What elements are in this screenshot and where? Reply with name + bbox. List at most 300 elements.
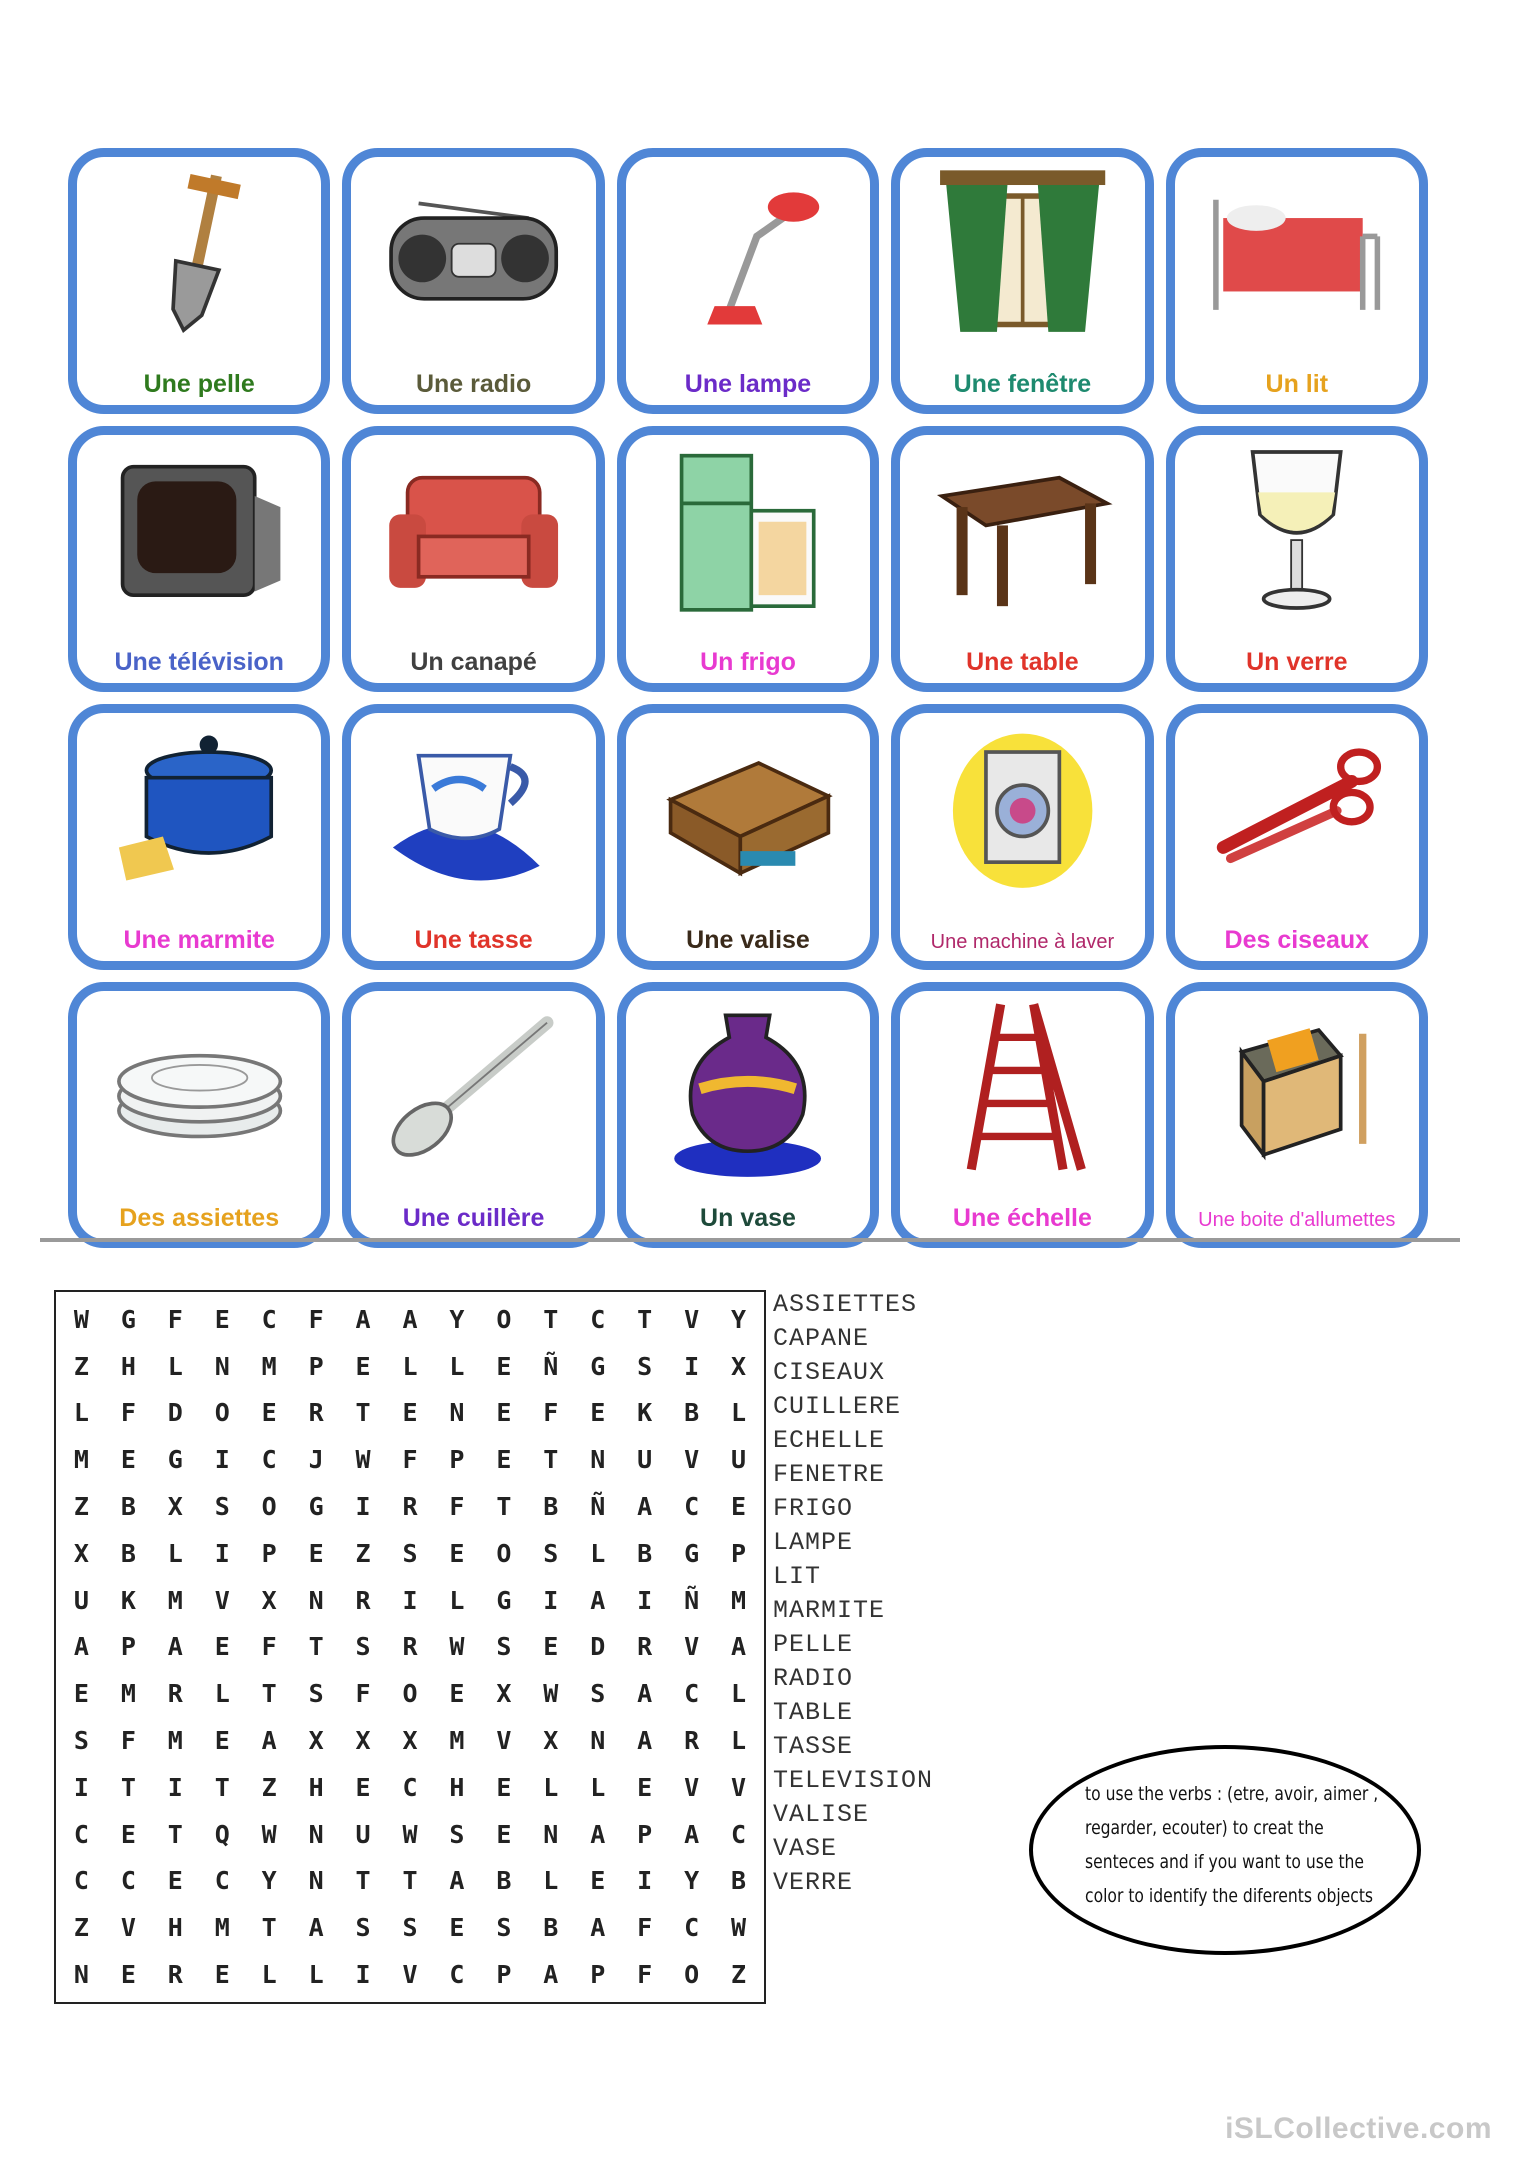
grid-letter: Y	[449, 1304, 465, 1334]
instruction-oval	[1029, 1745, 1421, 1955]
grid-letter: L	[261, 1960, 277, 1990]
grid-letter: C	[120, 1866, 136, 1896]
grid-letter: V	[496, 1726, 512, 1756]
grid-letter: F	[167, 1304, 183, 1334]
suitcase-icon	[645, 719, 850, 903]
grid-letter: M	[167, 1585, 183, 1615]
grid-letter: V	[120, 1913, 136, 1943]
flashcard	[617, 426, 879, 692]
bed-icon	[1194, 163, 1399, 347]
grid-letter: Z	[73, 1913, 89, 1943]
grid-letter: A	[590, 1585, 606, 1615]
grid-letter: E	[214, 1726, 230, 1756]
grid-letter: P	[496, 1960, 512, 1990]
grid-letter: E	[496, 1351, 512, 1381]
grid-letter: L	[449, 1351, 465, 1381]
grid-letter: E	[731, 1492, 747, 1522]
grid-letter: T	[543, 1445, 559, 1475]
grid-letter: C	[590, 1304, 606, 1334]
grid-letter: S	[449, 1819, 465, 1849]
word-list-item: LIT	[773, 1562, 822, 1591]
flashcard-label: Une radio	[415, 369, 532, 398]
grid-letter: E	[261, 1398, 277, 1428]
plates-icon	[97, 997, 302, 1181]
grid-letter: O	[684, 1960, 700, 1990]
grid-letter: T	[637, 1304, 653, 1334]
grid-letter: E	[214, 1632, 230, 1662]
flashcard-label: Un vase	[700, 1203, 796, 1232]
word-list-item: FENETRE	[773, 1460, 886, 1489]
grid-letter: L	[731, 1726, 747, 1756]
grid-letter: I	[355, 1492, 371, 1522]
glass-icon	[1194, 441, 1399, 625]
word-list-item: PELLE	[773, 1630, 854, 1659]
grid-letter: A	[449, 1866, 465, 1896]
grid-letter: L	[590, 1538, 606, 1568]
flashcard	[1166, 426, 1428, 692]
grid-letter: O	[496, 1304, 512, 1334]
flashcard	[891, 982, 1153, 1248]
flashcard-label: Une table	[966, 647, 1079, 676]
flashcard-grid	[68, 148, 1428, 1248]
grid-letter: O	[402, 1679, 418, 1709]
grid-letter: M	[731, 1585, 747, 1615]
word-list-item: VASE	[773, 1834, 838, 1863]
grid-letter: G	[496, 1585, 512, 1615]
flashcard-label: Un lit	[1265, 369, 1329, 398]
grid-letter: L	[731, 1398, 747, 1428]
grid-letter: A	[167, 1632, 183, 1662]
grid-letter: L	[167, 1351, 183, 1381]
grid-letter: E	[449, 1538, 465, 1568]
word-list-item: ECHELLE	[773, 1426, 886, 1455]
grid-letter: I	[543, 1585, 559, 1615]
grid-letter: T	[402, 1866, 418, 1896]
grid-letter: A	[308, 1913, 324, 1943]
word-list-item: VALISE	[773, 1800, 870, 1829]
grid-letter: B	[543, 1913, 559, 1943]
grid-letter: L	[731, 1679, 747, 1709]
grid-letter: N	[308, 1585, 324, 1615]
grid-letter: T	[355, 1398, 371, 1428]
grid-letter: O	[261, 1492, 277, 1522]
grid-letter: I	[73, 1772, 89, 1802]
section-divider	[40, 1238, 1460, 1242]
grid-letter: N	[449, 1398, 465, 1428]
grid-letter: O	[214, 1398, 230, 1428]
grid-letter: A	[731, 1632, 747, 1662]
word-list-item: CAPANE	[773, 1324, 870, 1353]
grid-letter: E	[355, 1772, 371, 1802]
word-list-item: LAMPE	[773, 1528, 854, 1557]
flashcard	[68, 426, 330, 692]
site-watermark: iSLCollective.com	[1225, 2112, 1492, 2145]
grid-letter: Q	[214, 1819, 230, 1849]
grid-letter: T	[308, 1632, 324, 1662]
table-icon	[920, 441, 1125, 625]
grid-letter: B	[684, 1398, 700, 1428]
grid-letter: B	[731, 1866, 747, 1896]
grid-letter: X	[355, 1726, 371, 1756]
grid-letter: A	[637, 1679, 653, 1709]
grid-letter: T	[120, 1772, 136, 1802]
grid-letter: E	[496, 1398, 512, 1428]
grid-letter: T	[261, 1913, 277, 1943]
grid-letter: E	[637, 1772, 653, 1802]
grid-letter: U	[73, 1585, 89, 1615]
grid-letter: F	[449, 1492, 465, 1522]
grid-letter: R	[684, 1726, 700, 1756]
grid-letter: B	[120, 1492, 136, 1522]
cup-icon	[371, 719, 576, 903]
grid-letter: Z	[261, 1772, 277, 1802]
flashcard-label: Des ciseaux	[1224, 925, 1370, 954]
scissors-icon	[1194, 719, 1399, 903]
grid-letter: E	[496, 1445, 512, 1475]
grid-letter: X	[496, 1679, 512, 1709]
grid-letter: E	[449, 1679, 465, 1709]
grid-letter: E	[355, 1351, 371, 1381]
grid-letter: T	[167, 1819, 183, 1849]
grid-letter: H	[308, 1772, 324, 1802]
grid-letter: M	[214, 1913, 230, 1943]
grid-letter: G	[120, 1304, 136, 1334]
grid-letter: L	[402, 1351, 418, 1381]
grid-letter: V	[402, 1960, 418, 1990]
grid-letter: W	[402, 1819, 418, 1849]
grid-letter: I	[637, 1866, 653, 1896]
grid-letter: P	[731, 1538, 747, 1568]
fridge-icon	[645, 441, 850, 625]
grid-letter: U	[731, 1445, 747, 1475]
grid-letter: W	[449, 1632, 465, 1662]
grid-letter: M	[261, 1351, 277, 1381]
grid-letter: X	[167, 1492, 183, 1522]
grid-letter: G	[684, 1538, 700, 1568]
grid-letter: X	[261, 1585, 277, 1615]
grid-letter: A	[402, 1304, 418, 1334]
flashcard	[342, 704, 604, 970]
grid-letter: E	[120, 1445, 136, 1475]
grid-letter: A	[637, 1726, 653, 1756]
grid-letter: A	[355, 1304, 371, 1334]
grid-letter: W	[355, 1445, 371, 1475]
grid-letter: E	[167, 1866, 183, 1896]
grid-letter: S	[496, 1913, 512, 1943]
grid-letter: R	[637, 1632, 653, 1662]
word-list-item: MARMITE	[773, 1596, 886, 1625]
grid-letter: C	[449, 1960, 465, 1990]
grid-letter: N	[214, 1351, 230, 1381]
word-list-item: CISEAUX	[773, 1358, 886, 1387]
flashcard-label: Une pelle	[143, 369, 255, 398]
grid-letter: E	[120, 1819, 136, 1849]
grid-letter: A	[590, 1913, 606, 1943]
grid-letter: F	[308, 1304, 324, 1334]
grid-letter: W	[731, 1913, 747, 1943]
grid-letter: X	[308, 1726, 324, 1756]
radio-icon	[371, 163, 576, 347]
grid-letter: E	[496, 1819, 512, 1849]
grid-letter: C	[73, 1866, 89, 1896]
grid-letter: B	[637, 1538, 653, 1568]
grid-letter: O	[496, 1538, 512, 1568]
grid-letter: V	[684, 1632, 700, 1662]
grid-letter: Z	[73, 1492, 89, 1522]
flashcard	[68, 148, 330, 414]
grid-letter: D	[590, 1632, 606, 1662]
grid-letter: V	[684, 1772, 700, 1802]
word-list-item: ASSIETTES	[773, 1290, 918, 1319]
flashcard-label: Des assiettes	[119, 1203, 280, 1232]
grid-letter: S	[308, 1679, 324, 1709]
flashcard-label: Une fenêtre	[953, 369, 1092, 398]
grid-letter: H	[120, 1351, 136, 1381]
grid-letter: P	[308, 1351, 324, 1381]
word-list-item: TABLE	[773, 1698, 854, 1727]
grid-letter: C	[261, 1304, 277, 1334]
grid-letter: I	[637, 1585, 653, 1615]
grid-letter: X	[73, 1538, 89, 1568]
grid-letter: M	[449, 1726, 465, 1756]
grid-letter: S	[355, 1913, 371, 1943]
flashcard	[891, 148, 1153, 414]
grid-letter: E	[73, 1679, 89, 1709]
grid-letter: T	[543, 1304, 559, 1334]
grid-letter: P	[637, 1819, 653, 1849]
grid-letter: Ñ	[590, 1492, 606, 1522]
flashcard	[617, 148, 879, 414]
flashcard-label: Une télévision	[114, 647, 284, 676]
word-list	[773, 1288, 933, 1900]
flashcard	[342, 148, 604, 414]
grid-letter: C	[684, 1492, 700, 1522]
grid-letter: I	[214, 1445, 230, 1475]
grid-letter: S	[73, 1726, 89, 1756]
spoon-icon	[371, 997, 576, 1181]
window-icon	[920, 163, 1125, 347]
word-list-item: RADIO	[773, 1664, 854, 1693]
grid-letter: I	[355, 1960, 371, 1990]
grid-letter: Y	[731, 1304, 747, 1334]
grid-letter: W	[73, 1304, 89, 1334]
flashcard-label: Un canapé	[410, 647, 537, 676]
grid-letter: Z	[731, 1960, 747, 1990]
grid-letter: R	[402, 1492, 418, 1522]
grid-letter: R	[167, 1960, 183, 1990]
grid-letter: G	[308, 1492, 324, 1522]
flashcard-label: Une tasse	[414, 925, 533, 954]
grid-letter: A	[637, 1492, 653, 1522]
grid-letter: F	[402, 1445, 418, 1475]
flashcard-label: Une boite d'allumettes	[1198, 1209, 1396, 1231]
flashcard	[617, 982, 879, 1248]
grid-letter: N	[543, 1819, 559, 1849]
grid-letter: N	[308, 1866, 324, 1896]
grid-letter: E	[214, 1960, 230, 1990]
flashcard	[342, 982, 604, 1248]
grid-letter: C	[684, 1679, 700, 1709]
grid-letter: T	[214, 1772, 230, 1802]
grid-letter: I	[684, 1351, 700, 1381]
grid-letter: E	[590, 1866, 606, 1896]
flashcard-label: Une machine à laver	[930, 931, 1115, 953]
sofa-icon	[371, 441, 576, 625]
grid-letter: L	[167, 1538, 183, 1568]
grid-letter: L	[449, 1585, 465, 1615]
grid-letter: E	[402, 1398, 418, 1428]
grid-letter: C	[214, 1866, 230, 1896]
ladder-icon	[920, 997, 1125, 1181]
grid-letter: L	[590, 1772, 606, 1802]
grid-letter: Ñ	[684, 1585, 700, 1615]
grid-letter: V	[731, 1772, 747, 1802]
instruction-text: to use the verbs : (etre, avoir, aimer , regarder, ecouter) to creat the senteces and if you want to use the color to identify the diferents objects	[1085, 1783, 1379, 1907]
grid-letter: N	[308, 1819, 324, 1849]
grid-letter: K	[120, 1585, 136, 1615]
word-list-item: FRIGO	[773, 1494, 854, 1523]
grid-letter: U	[355, 1819, 371, 1849]
flashcard	[342, 426, 604, 692]
grid-letter: A	[543, 1960, 559, 1990]
grid-letter: C	[731, 1819, 747, 1849]
word-list-item: CUILLERE	[773, 1392, 902, 1421]
grid-letter: N	[590, 1445, 606, 1475]
vase-icon	[645, 997, 850, 1181]
grid-letter: V	[684, 1304, 700, 1334]
flashcard-label: Un verre	[1246, 647, 1348, 676]
grid-letter: B	[496, 1866, 512, 1896]
grid-letter: E	[543, 1632, 559, 1662]
grid-letter: F	[355, 1679, 371, 1709]
grid-letter: N	[590, 1726, 606, 1756]
grid-letter: C	[261, 1445, 277, 1475]
grid-letter: L	[308, 1960, 324, 1990]
grid-letter: X	[543, 1726, 559, 1756]
lamp-icon	[645, 163, 850, 347]
flashcard	[68, 982, 330, 1248]
grid-letter: R	[167, 1679, 183, 1709]
grid-letter: I	[402, 1585, 418, 1615]
grid-letter: E	[214, 1304, 230, 1334]
grid-letter: A	[73, 1632, 89, 1662]
grid-letter: F	[120, 1398, 136, 1428]
grid-letter: S	[214, 1492, 230, 1522]
grid-letter: S	[590, 1679, 606, 1709]
flashcard-label: Une échelle	[952, 1203, 1092, 1232]
grid-letter: F	[637, 1960, 653, 1990]
grid-letter: F	[261, 1632, 277, 1662]
flashcard	[68, 704, 330, 970]
grid-letter: S	[543, 1538, 559, 1568]
grid-letter: H	[167, 1913, 183, 1943]
grid-letter: K	[637, 1398, 653, 1428]
grid-letter: S	[496, 1632, 512, 1662]
grid-letter: P	[120, 1632, 136, 1662]
grid-letter: A	[590, 1819, 606, 1849]
grid-letter: P	[449, 1445, 465, 1475]
grid-letter: M	[167, 1726, 183, 1756]
grid-letter: D	[167, 1398, 183, 1428]
grid-letter: G	[167, 1445, 183, 1475]
grid-letter: E	[590, 1398, 606, 1428]
flashcard	[1166, 704, 1428, 970]
grid-letter: P	[590, 1960, 606, 1990]
grid-letter: S	[637, 1351, 653, 1381]
grid-letter: N	[73, 1960, 89, 1990]
television-icon	[97, 441, 302, 625]
grid-letter: X	[731, 1351, 747, 1381]
grid-letter: I	[167, 1772, 183, 1802]
flashcard	[1166, 982, 1428, 1248]
grid-letter: S	[402, 1913, 418, 1943]
pot-icon	[97, 719, 302, 903]
word-search-grid	[54, 1290, 766, 2004]
grid-letter: V	[684, 1445, 700, 1475]
grid-letter: E	[449, 1913, 465, 1943]
grid-letter: B	[120, 1538, 136, 1568]
grid-letter: V	[214, 1585, 230, 1615]
flashcard	[891, 426, 1153, 692]
grid-letter: T	[261, 1679, 277, 1709]
grid-letter: E	[308, 1538, 324, 1568]
grid-letter: E	[496, 1772, 512, 1802]
grid-letter: I	[214, 1538, 230, 1568]
grid-letter: M	[120, 1679, 136, 1709]
flashcard	[617, 704, 879, 970]
grid-letter: F	[120, 1726, 136, 1756]
word-list-item: VERRE	[773, 1868, 854, 1897]
grid-letter: Y	[684, 1866, 700, 1896]
grid-letter: F	[637, 1913, 653, 1943]
grid-letter: R	[355, 1585, 371, 1615]
grid-letter: W	[543, 1679, 559, 1709]
grid-letter: M	[73, 1445, 89, 1475]
grid-letter: L	[543, 1866, 559, 1896]
grid-letter: H	[449, 1772, 465, 1802]
grid-letter: P	[261, 1538, 277, 1568]
flashcard	[891, 704, 1153, 970]
shovel-icon	[97, 163, 302, 347]
grid-letter: T	[355, 1866, 371, 1896]
grid-letter: L	[543, 1772, 559, 1802]
grid-letter: F	[543, 1398, 559, 1428]
grid-letter: C	[684, 1913, 700, 1943]
grid-letter: Z	[355, 1538, 371, 1568]
grid-letter: L	[214, 1679, 230, 1709]
grid-letter: L	[73, 1398, 89, 1428]
grid-letter: T	[496, 1492, 512, 1522]
flashcard-label: Une valise	[686, 925, 810, 954]
flashcard-label: Une marmite	[123, 925, 275, 954]
grid-letter: U	[637, 1445, 653, 1475]
word-list-item: TELEVISION	[773, 1766, 934, 1795]
grid-letter: Y	[261, 1866, 277, 1896]
grid-letter: R	[402, 1632, 418, 1662]
grid-letter: A	[261, 1726, 277, 1756]
flashcard	[1166, 148, 1428, 414]
grid-letter: Z	[73, 1351, 89, 1381]
grid-letter: J	[308, 1445, 324, 1475]
grid-letter: B	[543, 1492, 559, 1522]
grid-letter: X	[402, 1726, 418, 1756]
grid-letter: S	[402, 1538, 418, 1568]
word-list-item: TASSE	[773, 1732, 854, 1761]
flashcard-label: Une lampe	[684, 369, 812, 398]
grid-letter: A	[684, 1819, 700, 1849]
grid-letter: C	[402, 1772, 418, 1802]
grid-letter: E	[120, 1960, 136, 1990]
